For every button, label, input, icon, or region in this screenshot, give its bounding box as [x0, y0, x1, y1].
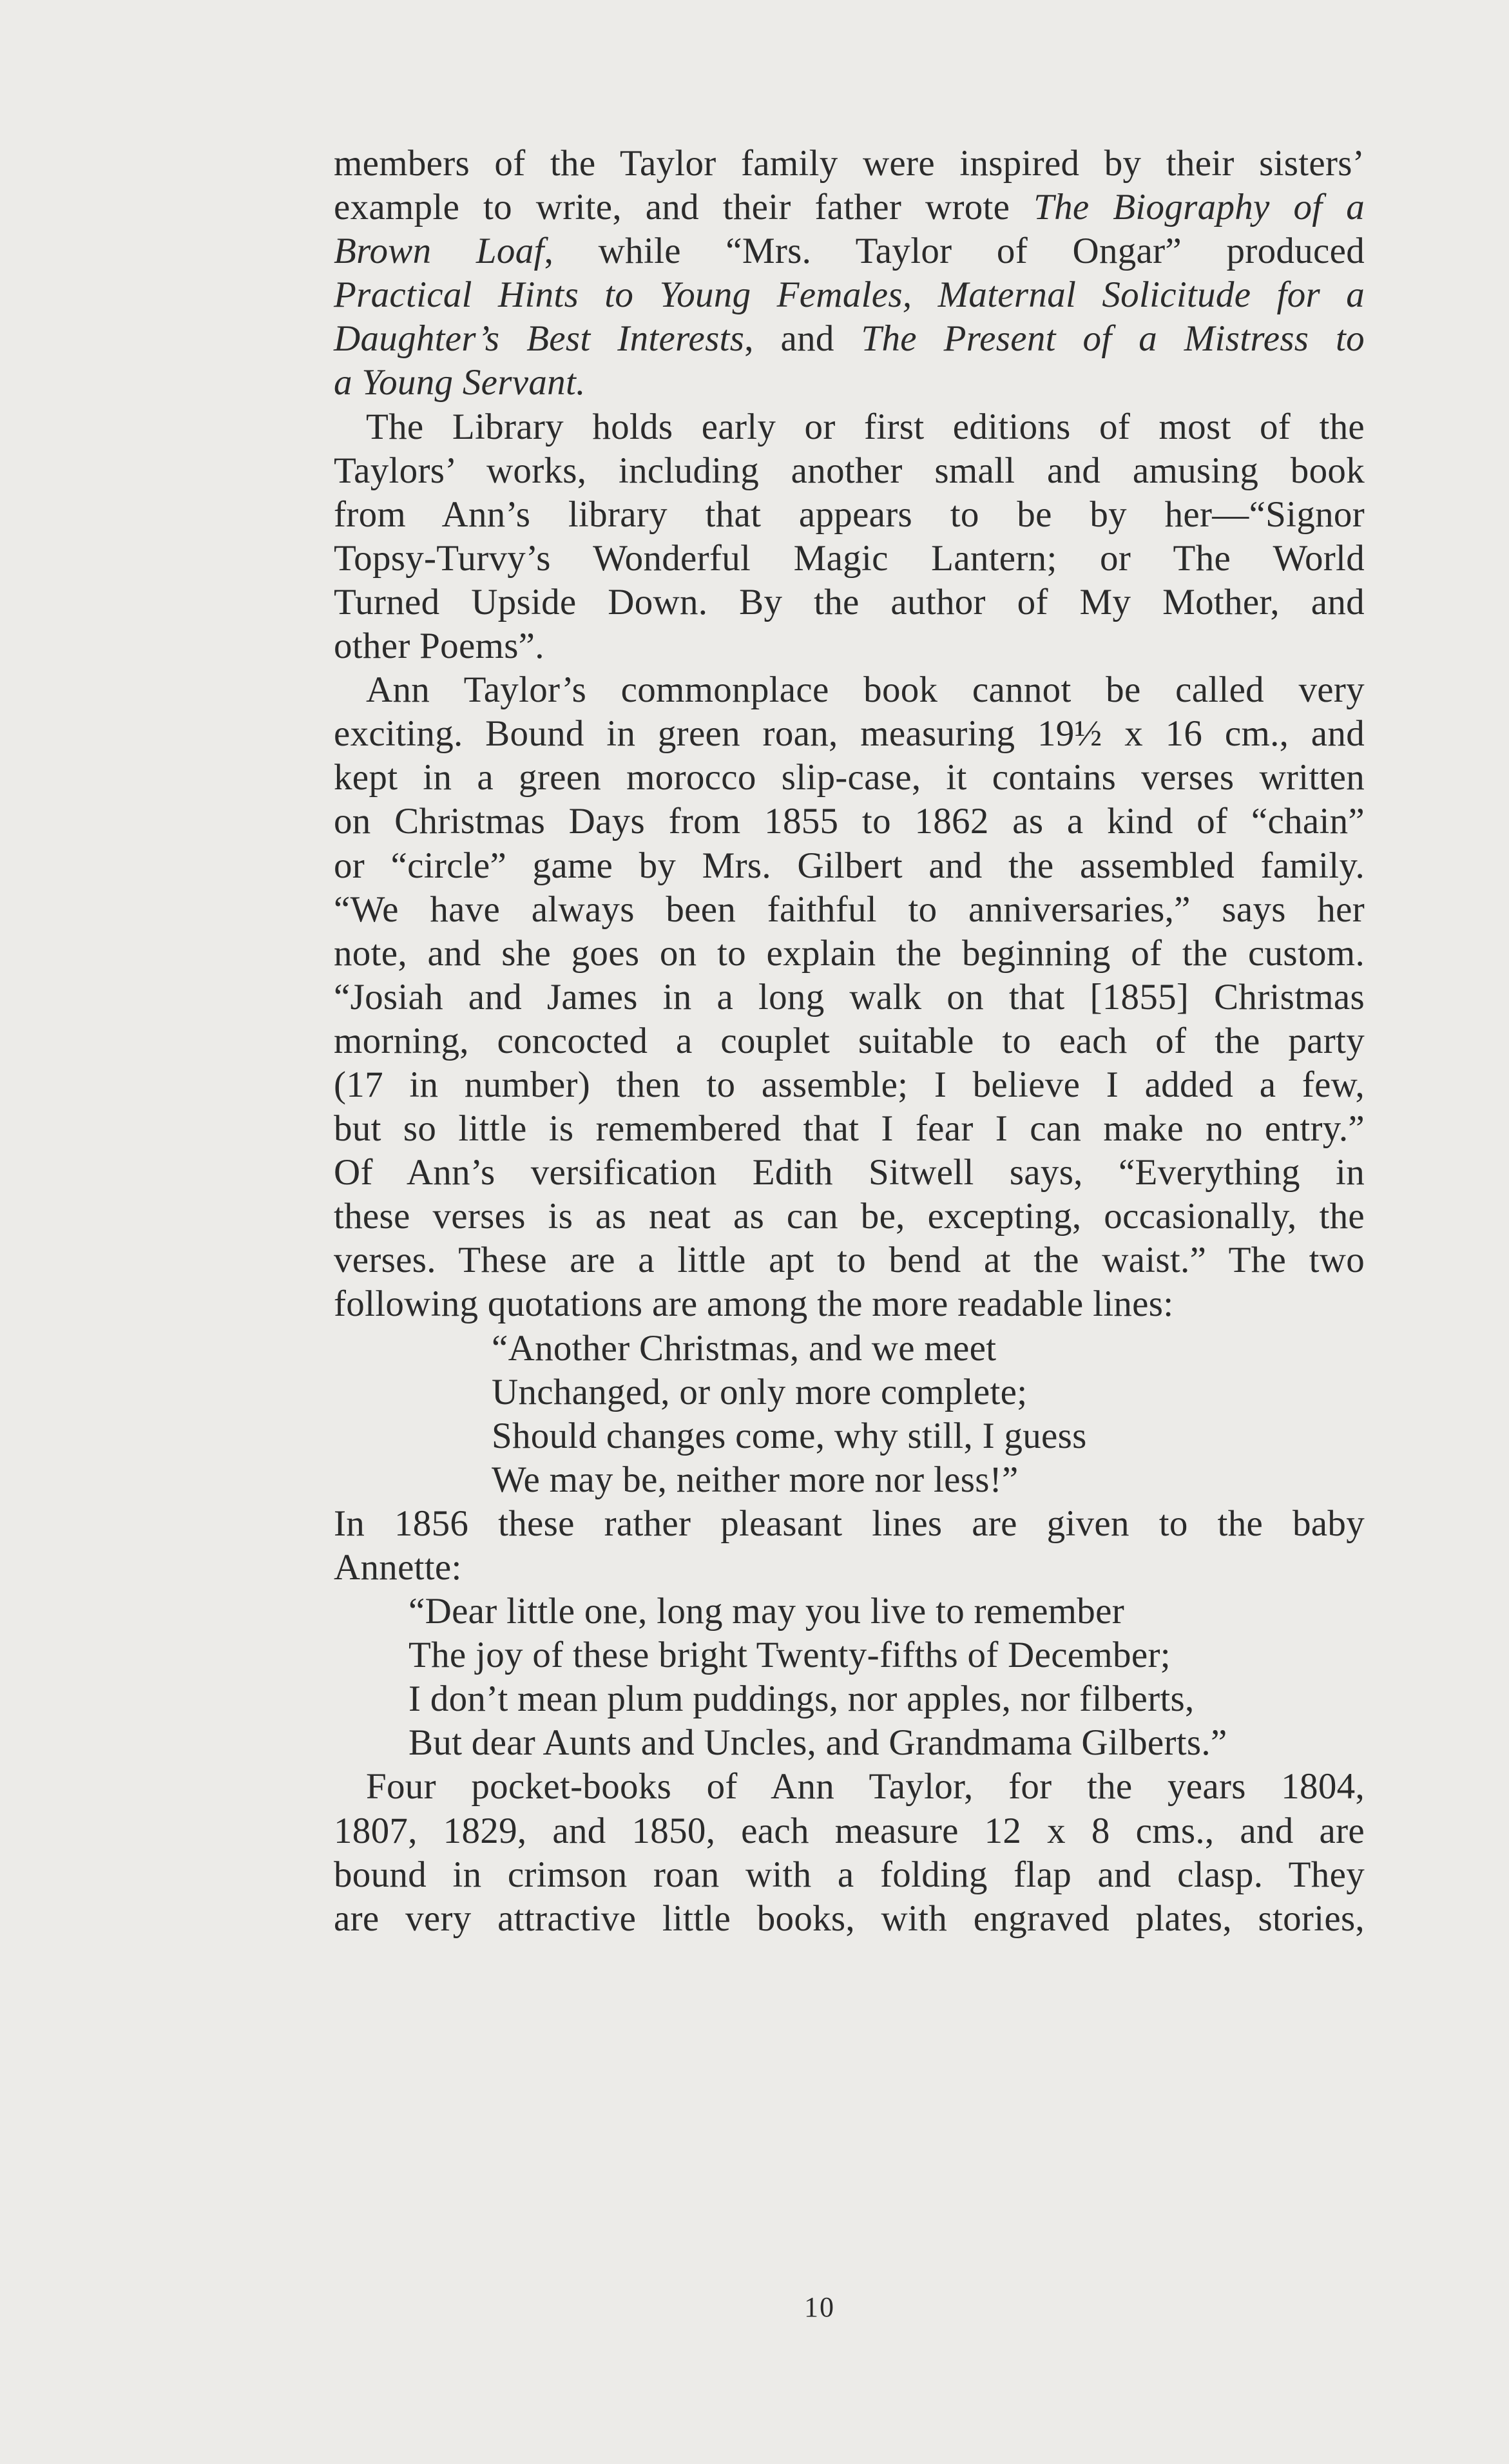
text-line: Daughter’s Best Interests, and The Present of a Mistress to: [334, 318, 1365, 360]
verse-line: But dear Aunts and Uncles, and Grandmama Gilberts.”: [408, 1722, 1227, 1764]
verse-line: “Dear little one, long may you live to remember: [408, 1591, 1124, 1632]
text-line: “We have always been faithful to anniversaries,” says her: [334, 889, 1365, 930]
text-line: these verses is as neat as can be, excepting, occasionally, the: [334, 1196, 1365, 1237]
verse-line: I don’t mean plum puddings, nor apples, nor filberts,: [408, 1679, 1195, 1720]
text-line: but so little is remembered that I fear I can make no entry.”: [334, 1108, 1365, 1150]
text-line: Taylors’ works, including another small and amusing book: [334, 450, 1365, 491]
text-line: on Christmas Days from 1855 to 1862 as a kind of “chain”: [334, 801, 1365, 842]
text-line: bound in crimson roan with a folding flap and clasp. They: [334, 1854, 1365, 1895]
verse-line: Should changes come, why still, I guess: [492, 1415, 1087, 1456]
text-line: following quotations are among the more readable lines:: [334, 1284, 1174, 1325]
text-line: Annette:: [334, 1547, 462, 1588]
text-line: (17 in number) then to assemble; I believe I added a few,: [334, 1064, 1365, 1105]
document-page: [334, 142, 1365, 1941]
verse-line: The joy of these bright Twenty-fifths of December;: [408, 1635, 1171, 1676]
text-line: Four pocket-books of Ann Taylor, for the years 1804,: [366, 1766, 1365, 1807]
text-line: exciting. Bound in green roan, measuring 19½ x 16 cm., and: [334, 713, 1365, 755]
text-line: example to write, and their father wrote The Biography of a: [334, 187, 1365, 228]
verse-line: Unchanged, or only more complete;: [492, 1371, 1028, 1412]
text-line: Practical Hints to Young Females, Maternal Solicitude for a: [334, 274, 1365, 316]
text-line: verses. These are a little apt to bend at the waist.” The two: [334, 1240, 1365, 1281]
text-line: other Poems”.: [334, 626, 544, 667]
text-line: members of the Taylor family were inspired by their sisters’: [334, 143, 1365, 184]
text-line: In 1856 these rather pleasant lines are given to the baby: [334, 1503, 1365, 1544]
text-line: Ann Taylor’s commonplace book cannot be called very: [366, 669, 1365, 711]
text-line: Brown Loaf, while “Mrs. Taylor of Ongar” produced: [334, 231, 1365, 272]
text-line: are very attractive little books, with engraved plates, stories,: [334, 1898, 1365, 1939]
text-line: Topsy-Turvy’s Wonderful Magic Lantern; or The World: [334, 537, 1365, 579]
text-line: morning, concocted a couplet suitable to each of the party: [334, 1020, 1365, 1061]
text-line: Turned Upside Down. By the author of My Mother, and: [334, 581, 1365, 622]
text-line: 1807, 1829, and 1850, each measure 12 x 8 cms., and are: [334, 1810, 1365, 1851]
text-line: or “circle” game by Mrs. Gilbert and the assembled family.: [334, 845, 1365, 886]
text-line: kept in a green morocco slip-case, it contains verses written: [334, 757, 1365, 798]
text-line: note, and she goes on to explain the beginning of the custom.: [334, 932, 1365, 974]
verse-line: We may be, neither more nor less!”: [492, 1459, 1019, 1500]
text-line: “Josiah and James in a long walk on that [1855] Christmas: [334, 976, 1365, 1017]
page-number: 10: [804, 2291, 835, 2323]
text-line: The Library holds early or first editions of most of the: [366, 406, 1365, 447]
text-line: from Ann’s library that appears to be by her—“Signor: [334, 494, 1365, 535]
text-line: Of Ann’s versification Edith Sitwell says, “Everything in: [334, 1152, 1365, 1193]
verse-line: “Another Christmas, and we meet: [492, 1327, 997, 1369]
text-line: a Young Servant.: [334, 362, 586, 403]
